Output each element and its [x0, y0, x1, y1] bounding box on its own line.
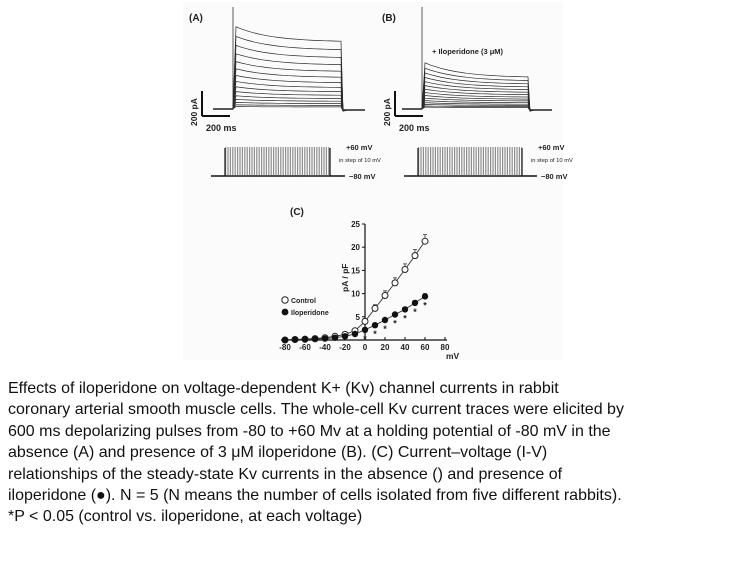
iv-point-control — [402, 267, 408, 273]
panel-a-protocol-bottom: −80 mV — [349, 172, 376, 181]
panel-b-protocol-step: in step of 10 mV — [531, 158, 573, 164]
iv-point-iloperidone — [302, 336, 308, 342]
caption-line: Effects of iloperidone on voltage-dependent K+ (Kv) channel currents in rabbit — [8, 380, 559, 397]
iv-significance-marker: * — [363, 333, 367, 344]
iv-y-tick-label: 25 — [351, 220, 360, 229]
iv-point-iloperidone — [282, 337, 288, 343]
iv-ylabel: pA / pF — [340, 263, 350, 292]
legend-iloperidone-marker — [282, 309, 289, 316]
legend-control-label: Control — [291, 298, 316, 305]
panel-b-protocol-top: +60 mV — [538, 143, 565, 152]
iv-point-iloperidone — [342, 333, 348, 339]
caption-line: 600 ms depolarizing pulses from -80 to +60 Mv at a holding potential of -80 mV in the — [8, 422, 611, 440]
iv-point-control — [372, 305, 378, 311]
panel-b-drug-label: + Iloperidone (3 μM) — [432, 47, 504, 56]
iv-significance-marker: * — [373, 329, 377, 340]
iv-x-tick-label: -80 — [279, 343, 291, 352]
iv-point-iloperidone — [332, 335, 338, 341]
iv-significance-marker: * — [393, 318, 397, 329]
figure-caption — [8, 378, 750, 528]
iv-point-iloperidone — [362, 327, 368, 333]
iv-x-tick-label: 80 — [440, 343, 450, 352]
iv-y-tick-label: 5 — [355, 312, 360, 322]
iv-y-tick-label: 15 — [351, 266, 360, 276]
panel-a-protocol-top: +60 mV — [346, 143, 373, 152]
iv-significance-marker: * — [383, 324, 387, 334]
iv-y-tick-label: 10 — [351, 289, 360, 299]
iv-point-iloperidone — [412, 300, 418, 306]
iv-point-iloperidone — [422, 293, 428, 299]
panel-a-time-scale-label: 200 ms — [206, 123, 237, 133]
iv-x-tick-label: -60 — [299, 343, 311, 352]
panel-a-label: (A) — [189, 13, 203, 24]
iv-x-tick-label: 20 — [380, 343, 390, 352]
iv-point-iloperidone — [292, 336, 298, 342]
panel-b-label: (B) — [382, 13, 396, 24]
iv-point-control — [362, 318, 368, 324]
caption-line: iloperidone (●). N = 5 (N means the number of cells isolated from five different rabbits). — [8, 487, 622, 505]
legend-control-marker — [282, 297, 288, 303]
caption-line: relationships of the steady-state Kv currents in the absence () and presence of — [8, 465, 563, 483]
iv-point-control — [412, 253, 418, 259]
iv-y-tick-label: 20 — [351, 243, 360, 253]
iv-x-tick-label: 40 — [400, 343, 410, 352]
iv-significance-marker: * — [413, 306, 417, 317]
iv-x-tick-label: 0 — [362, 343, 368, 352]
caption-line: *P < 0.05 (control vs. iloperidone, at each voltage) — [8, 508, 363, 526]
iv-point-iloperidone — [382, 317, 388, 323]
caption-line: absence (A) and presence of 3 μM iloperidone (B). (C) Current–voltage (I-V) — [8, 444, 548, 462]
iv-point-iloperidone — [352, 331, 358, 337]
iv-point-control — [392, 280, 398, 286]
panel-b-protocol-bottom: −80 mV — [541, 172, 568, 181]
caption-line: coronary arterial smooth muscle cells. The whole-cell Kv current traces were elicited by — [8, 401, 624, 419]
iv-point-iloperidone — [392, 311, 398, 317]
iv-point-iloperidone — [322, 335, 328, 341]
iv-x-tick-label: -40 — [319, 343, 331, 352]
iv-x-tick-label: -20 — [339, 343, 351, 352]
iv-point-control — [382, 293, 388, 299]
iv-xlabel: mV — [446, 351, 460, 361]
panel-b-time-scale-label: 200 ms — [399, 123, 430, 133]
iv-x-tick-label: 60 — [420, 343, 430, 352]
panel-c-label: (C) — [290, 207, 304, 218]
panel-b-current-scale-label: 200 pA — [382, 98, 392, 126]
iv-point-iloperidone — [312, 336, 318, 342]
legend-iloperidone-label: Iloperidone — [291, 310, 329, 317]
iv-significance-marker: * — [423, 300, 427, 311]
iv-point-control — [422, 238, 428, 244]
iv-significance-marker: * — [403, 313, 407, 324]
panel-a-current-scale-label: 200 pA — [189, 98, 199, 126]
panel-a-protocol-step: in step of 10 mV — [339, 158, 381, 164]
iv-point-iloperidone — [372, 322, 378, 328]
iv-point-iloperidone — [402, 306, 408, 312]
